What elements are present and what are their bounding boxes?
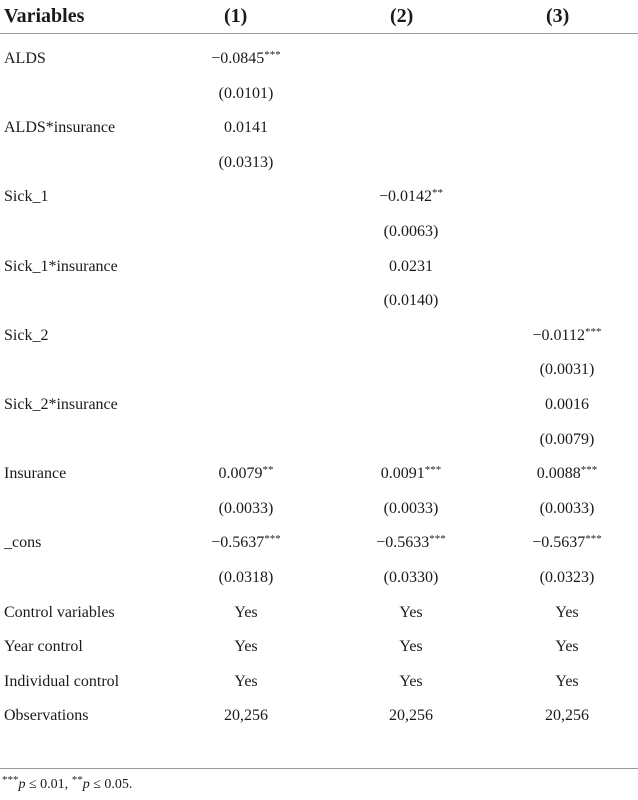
table-row — [0, 630, 638, 665]
cell-col-3 — [497, 561, 637, 596]
significance-stars: *** — [585, 533, 602, 546]
cell-value: Yes — [555, 672, 579, 690]
cell-value: (0.0033) — [218, 499, 274, 517]
table-row — [0, 423, 638, 458]
row-label: Observations — [4, 707, 89, 725]
table-row — [0, 457, 638, 492]
cell-col-2 — [341, 526, 481, 561]
cell-col-3 — [497, 353, 637, 388]
cell-col-2 — [341, 215, 481, 250]
cell-value: 0.0141 — [224, 119, 268, 137]
cell-col-3 — [497, 423, 637, 458]
cell-col-2 — [341, 284, 481, 319]
table-row — [0, 319, 638, 354]
table-row — [0, 215, 638, 250]
row-label: Sick_2 — [4, 326, 49, 344]
row-label: Sick_2*insurance — [4, 395, 118, 413]
cell-value: Yes — [399, 603, 423, 621]
cell-value: (0.0101) — [218, 84, 274, 102]
cell-value: 0.0016 — [545, 395, 589, 413]
significance-stars: ** — [262, 464, 274, 477]
cell-col-1 — [176, 77, 316, 112]
cell-col-3 — [497, 388, 637, 423]
cell-col-1 — [176, 111, 316, 146]
cell-value: Yes — [399, 638, 423, 656]
cell-value: (0.0140) — [383, 292, 439, 310]
cell-col-3 — [497, 596, 637, 631]
cell-col-3 — [497, 699, 637, 734]
cell-value: Yes — [399, 672, 423, 690]
table-bottom-rule — [0, 768, 638, 769]
cell-col-1 — [176, 526, 316, 561]
cell-value: 0.0091 — [380, 465, 425, 483]
cell-value: −0.5637 — [532, 534, 586, 552]
table-body — [0, 34, 638, 734]
cell-value: (0.0033) — [383, 499, 439, 517]
cell-value: Yes — [234, 672, 258, 690]
cell-col-1 — [176, 561, 316, 596]
row-label: Sick_1 — [4, 188, 49, 206]
table-header-row — [0, 0, 638, 34]
cell-value: 0.0079 — [218, 465, 263, 483]
cell-col-3 — [497, 319, 637, 354]
footnote-p-1: p — [18, 777, 26, 792]
cell-value: (0.0313) — [218, 153, 274, 171]
table-row — [0, 353, 638, 388]
cell-col-3 — [497, 492, 637, 527]
table-row — [0, 492, 638, 527]
cell-col-1 — [176, 699, 316, 734]
cell-col-1 — [176, 457, 316, 492]
cell-col-2 — [341, 665, 481, 700]
cell-col-2 — [341, 699, 481, 734]
cell-col-3 — [497, 526, 637, 561]
significance-stars: *** — [584, 325, 602, 338]
table-row — [0, 596, 638, 631]
cell-col-2 — [341, 630, 481, 665]
cell-value: Yes — [234, 603, 258, 621]
cell-value: 20,256 — [224, 707, 268, 725]
table-row — [0, 284, 638, 319]
table-row — [0, 561, 638, 596]
cell-value: (0.0031) — [539, 361, 595, 379]
cell-value: −0.0112 — [532, 326, 585, 344]
table-row — [0, 388, 638, 423]
cell-value: (0.0079) — [539, 430, 595, 448]
cell-value: −0.0845 — [211, 50, 265, 67]
row-label: ALDS*insurance — [4, 119, 116, 137]
table-row — [0, 250, 638, 285]
cell-col-2 — [341, 250, 481, 285]
cell-value: (0.0323) — [539, 568, 595, 586]
significance-stars: ** — [432, 187, 444, 200]
footnote-p-2: p — [82, 777, 90, 792]
row-label: Control variables — [4, 603, 115, 621]
cell-value: (0.0033) — [539, 499, 595, 517]
table-row — [0, 111, 638, 146]
header-col-2: (2) — [390, 5, 414, 27]
row-label: Individual control — [4, 672, 120, 690]
row-label: Insurance — [4, 465, 67, 483]
table-row — [0, 180, 638, 215]
table-row — [0, 699, 638, 734]
row-label: ALDS — [4, 50, 46, 67]
cell-value: (0.0330) — [383, 568, 439, 586]
table-row — [0, 665, 638, 700]
cell-value: 0.0231 — [389, 257, 433, 275]
cell-col-1 — [176, 146, 316, 181]
header-col-3: (3) — [546, 5, 570, 27]
cell-col-2 — [341, 492, 481, 527]
cell-col-1 — [176, 630, 316, 665]
row-label: Sick_1*insurance — [4, 257, 118, 275]
cell-value: −0.5633 — [376, 534, 430, 552]
significance-stars: *** — [580, 464, 598, 477]
significance-stars: *** — [429, 533, 446, 546]
cell-col-3 — [497, 630, 637, 665]
cell-col-2 — [341, 180, 481, 215]
header-col-1: (1) — [224, 5, 248, 27]
footnote-sig-1: *** — [2, 774, 19, 786]
header-variables: Variables — [4, 5, 85, 27]
cell-col-2 — [341, 457, 481, 492]
cell-col-1 — [176, 492, 316, 527]
table-footnote — [2, 775, 132, 795]
cell-value: Yes — [555, 603, 579, 621]
cell-value: −0.5637 — [211, 534, 265, 552]
significance-stars: *** — [264, 49, 281, 61]
cell-value: (0.0318) — [218, 568, 274, 586]
table-row — [0, 77, 638, 112]
cell-col-3 — [497, 665, 637, 700]
table-row — [0, 526, 638, 561]
table-row — [0, 146, 638, 181]
cell-value: 0.0088 — [536, 465, 581, 483]
row-label: Year control — [4, 638, 83, 656]
cell-value: (0.0063) — [383, 222, 439, 240]
cell-col-1 — [176, 665, 316, 700]
cell-value: −0.0142 — [378, 188, 433, 206]
cell-value: 20,256 — [545, 707, 589, 725]
cell-value: Yes — [555, 638, 579, 656]
significance-stars: *** — [424, 464, 442, 477]
cell-col-1 — [176, 42, 316, 77]
row-label: _cons — [4, 534, 42, 552]
footnote-threshold-1: ≤ 0.01, — [25, 777, 72, 792]
cell-value: Yes — [234, 638, 258, 656]
cell-col-3 — [497, 457, 637, 492]
cell-col-1 — [176, 596, 316, 631]
cell-value: 20,256 — [389, 707, 433, 725]
significance-stars: *** — [264, 533, 281, 546]
footnote-threshold-2: ≤ 0.05. — [89, 777, 133, 792]
cell-col-2 — [341, 596, 481, 631]
table-row — [0, 42, 638, 77]
footnote-sig-2: ** — [71, 774, 83, 786]
cell-col-2 — [341, 561, 481, 596]
